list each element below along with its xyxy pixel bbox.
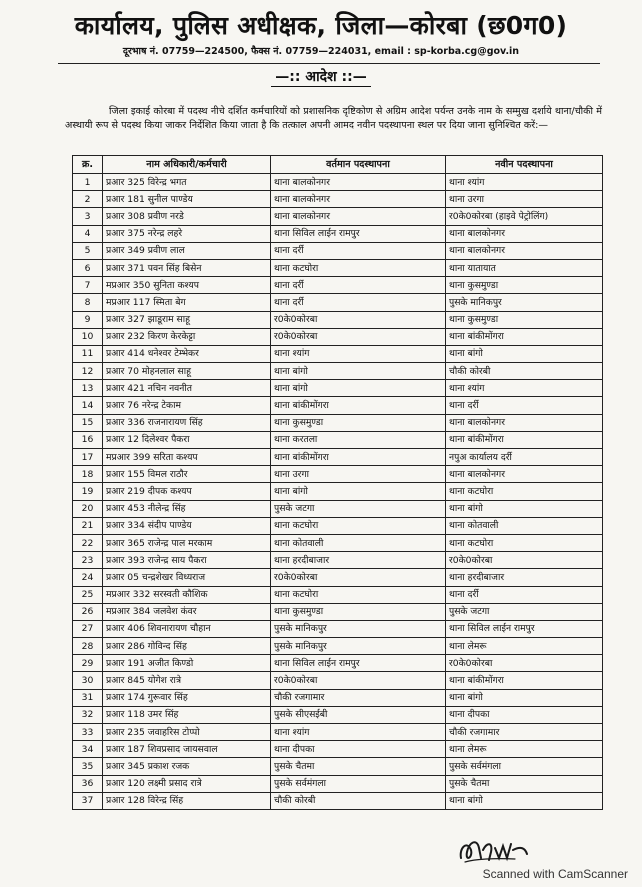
cell-name: प्रआर 191 अजीत किण्डो: [103, 655, 271, 672]
cell-current-posting: पुसके चैतमा: [271, 758, 446, 775]
cell-new-posting: थाना कटघोरा: [446, 534, 603, 551]
table-row: [73, 466, 603, 483]
table-row: [73, 259, 603, 276]
cell-new-posting: थाना सिविल लाईन रामपुर: [446, 620, 603, 637]
cell-current-posting: र0के0कोरबा: [271, 311, 446, 328]
cell-current-posting: र0के0कोरबा: [271, 569, 446, 586]
cell-name: प्रआर 118 उमर सिंह: [103, 706, 271, 723]
cell-serial: 13: [73, 380, 103, 397]
table-row: [73, 414, 603, 431]
cell-serial: 15: [73, 414, 103, 431]
cell-name: मप्रआर 350 सुनिता कश्यप: [103, 277, 271, 294]
cell-new-posting: थाना लेमरू: [446, 741, 603, 758]
cell-new-posting: थाना बांगो: [446, 689, 603, 706]
cell-name: प्रआर 128 विरेन्द्र सिंह: [103, 792, 271, 809]
cell-current-posting: थाना करतला: [271, 431, 446, 448]
cell-serial: 8: [73, 294, 103, 311]
table-row: [73, 431, 603, 448]
cell-current-posting: पुसके जटगा: [271, 500, 446, 517]
cell-name: प्रआर 453 नीलेन्द्र सिंह: [103, 500, 271, 517]
cell-current-posting: थाना बालकोनगर: [271, 208, 446, 225]
cell-new-posting: थाना बालकोनगर: [446, 242, 603, 259]
cell-serial: 6: [73, 259, 103, 276]
cell-name: प्रआर 406 शिवनारायण चौहान: [103, 620, 271, 637]
cell-new-posting: थाना बालकोनगर: [446, 225, 603, 242]
cell-name: प्रआर 155 विमल राठौर: [103, 466, 271, 483]
cell-name: प्रआर 181 सुनील पाण्डेय: [103, 191, 271, 208]
cell-name: प्रआर 336 राजनारायण सिंह: [103, 414, 271, 431]
cell-new-posting: पुसके जटगा: [446, 603, 603, 620]
cell-serial: 1: [73, 174, 103, 191]
table-row: [73, 208, 603, 225]
cell-serial: 12: [73, 363, 103, 380]
table-row: [73, 483, 603, 500]
cell-name: प्रआर 174 गुरूवार सिंह: [103, 689, 271, 706]
cell-serial: 27: [73, 620, 103, 637]
table-row: [73, 363, 603, 380]
cell-serial: 9: [73, 311, 103, 328]
table-row: [73, 638, 603, 655]
cell-current-posting: थाना श्यांग: [271, 724, 446, 741]
cell-new-posting: थाना बांकीमोंगरा: [446, 328, 603, 345]
cell-serial: 11: [73, 345, 103, 362]
cell-current-posting: पुसके सीएसईबी: [271, 706, 446, 723]
cell-new-posting: थाना बांकीमोंगरा: [446, 431, 603, 448]
table-row: [73, 345, 603, 362]
cell-new-posting: थाना बालकोनगर: [446, 466, 603, 483]
cell-new-posting: थाना दर्री: [446, 397, 603, 414]
cell-serial: 25: [73, 586, 103, 603]
cell-name: प्रआर 235 जवाहरिस टोप्पो: [103, 724, 271, 741]
cell-new-posting: र0के0कोरबा: [446, 655, 603, 672]
cell-serial: 16: [73, 431, 103, 448]
cell-serial: 14: [73, 397, 103, 414]
cell-serial: 2: [73, 191, 103, 208]
table-row: [73, 706, 603, 723]
header-name: नाम अधिकारी/कर्मचारी: [103, 156, 271, 174]
cell-serial: 18: [73, 466, 103, 483]
table-row: [73, 380, 603, 397]
cell-name: प्रआर 187 शिवप्रसाद जायसवाल: [103, 741, 271, 758]
header-new-posting: नवीन पदस्थापना: [446, 156, 603, 174]
cell-name: प्रआर 365 राजेन्द्र पाल मरकाम: [103, 534, 271, 551]
cell-new-posting: थाना श्यांग: [446, 174, 603, 191]
cell-name: प्रआर 349 प्रवीण लाल: [103, 242, 271, 259]
order-heading: [0, 67, 642, 86]
cell-new-posting: थाना लेमरू: [446, 638, 603, 655]
cell-name: प्रआर 375 नरेन्द्र लहरे: [103, 225, 271, 242]
cell-current-posting: पुसके सर्वमंगला: [271, 775, 446, 792]
cell-current-posting: थाना कोतवाली: [271, 534, 446, 551]
cell-new-posting: थाना श्यांग: [446, 380, 603, 397]
table-row: [73, 397, 603, 414]
table-body: [73, 174, 603, 810]
table-row: [73, 191, 603, 208]
cell-current-posting: थाना श्यांग: [271, 345, 446, 362]
table-row: [73, 517, 603, 534]
header-serial: क्र.: [73, 156, 103, 174]
cell-current-posting: थाना दर्री: [271, 294, 446, 311]
cell-name: मप्रआर 384 जलवेश कंवर: [103, 603, 271, 620]
cell-new-posting: थाना कोतवाली: [446, 517, 603, 534]
cell-current-posting: थाना कुसमुण्डा: [271, 603, 446, 620]
cell-new-posting: थाना बांकीमोंगरा: [446, 672, 603, 689]
cell-new-posting: नपुअ कार्यालय दर्री: [446, 449, 603, 466]
cell-current-posting: र0के0कोरबा: [271, 328, 446, 345]
cell-current-posting: थाना बांकीमोंगरा: [271, 397, 446, 414]
cell-name: मप्रआर 117 स्मिता बेग: [103, 294, 271, 311]
cell-current-posting: थाना बालकोनगर: [271, 191, 446, 208]
cell-new-posting: थाना हरदीबाजार: [446, 569, 603, 586]
cell-serial: 20: [73, 500, 103, 517]
table-row: [73, 775, 603, 792]
cell-serial: 7: [73, 277, 103, 294]
cell-current-posting: चौकी रजगामार: [271, 689, 446, 706]
cell-serial: 28: [73, 638, 103, 655]
cell-serial: 26: [73, 603, 103, 620]
cell-new-posting: थाना बांगो: [446, 792, 603, 809]
cell-name: प्रआर 414 धनेश्वर टेम्भेकर: [103, 345, 271, 362]
cell-current-posting: थाना बांगो: [271, 483, 446, 500]
cell-name: मप्रआर 332 सरस्वती कौशिक: [103, 586, 271, 603]
cell-serial: 34: [73, 741, 103, 758]
table-row: [73, 552, 603, 569]
scanner-watermark: Scanned with CamScanner: [482, 867, 628, 881]
cell-current-posting: थाना सिविल लाईन रामपुर: [271, 225, 446, 242]
cell-current-posting: थाना बांकीमोंगरा: [271, 449, 446, 466]
cell-serial: 24: [73, 569, 103, 586]
table-row: [73, 724, 603, 741]
table-row: [73, 500, 603, 517]
cell-serial: 33: [73, 724, 103, 741]
cell-new-posting: थाना बांगो: [446, 500, 603, 517]
cell-current-posting: थाना दर्री: [271, 242, 446, 259]
cell-new-posting: थाना कटघोरा: [446, 483, 603, 500]
cell-new-posting: चौकी रजगामार: [446, 724, 603, 741]
cell-new-posting: थाना दर्री: [446, 586, 603, 603]
cell-name: प्रआर 286 गोविन्द सिंह: [103, 638, 271, 655]
cell-name: प्रआर 308 प्रवीण नरडे: [103, 208, 271, 225]
cell-new-posting: थाना बांगो: [446, 345, 603, 362]
cell-new-posting: थाना बालकोनगर: [446, 414, 603, 431]
table-row: [73, 225, 603, 242]
cell-new-posting: थाना यातायात: [446, 259, 603, 276]
cell-name: प्रआर 12 दिलेश्वर पैकरा: [103, 431, 271, 448]
cell-current-posting: थाना बांगो: [271, 363, 446, 380]
cell-name: प्रआर 232 किरण केरकेट्टा: [103, 328, 271, 345]
table-row: [73, 174, 603, 191]
cell-serial: 35: [73, 758, 103, 775]
cell-new-posting: र0के0कोरबा (हाइवे पेट्रोलिंग): [446, 208, 603, 225]
table-row: [73, 586, 603, 603]
cell-serial: 22: [73, 534, 103, 551]
cell-name: प्रआर 393 राजेन्द्र साय पैकरा: [103, 552, 271, 569]
table-row: [73, 655, 603, 672]
cell-name: प्रआर 334 संदीप पाण्डेय: [103, 517, 271, 534]
cell-current-posting: थाना कटघोरा: [271, 517, 446, 534]
contact-line: दूरभाष नं. 07759—224500, फैक्स नं. 07759—224031, email : sp-korba.cg@gov.in: [122, 46, 520, 57]
cell-name: प्रआर 371 पवन सिंह बिसेन: [103, 259, 271, 276]
table-row: [73, 603, 603, 620]
cell-serial: 3: [73, 208, 103, 225]
cell-serial: 32: [73, 706, 103, 723]
cell-new-posting: चौकी कोरबी: [446, 363, 603, 380]
cell-name: प्रआर 421 नचिन नवनीत: [103, 380, 271, 397]
table-row: [73, 534, 603, 551]
cell-new-posting: पुसके सर्वमंगला: [446, 758, 603, 775]
header-current-posting: वर्तमान पदस्थापना: [271, 156, 446, 174]
cell-current-posting: थाना दीपका: [271, 741, 446, 758]
cell-name: प्रआर 345 प्रकाश रजक: [103, 758, 271, 775]
cell-new-posting: पुसके चैतमा: [446, 775, 603, 792]
cell-current-posting: थाना कटघोरा: [271, 259, 446, 276]
table-row: [73, 328, 603, 345]
cell-current-posting: थाना दर्री: [271, 277, 446, 294]
table-row: [73, 569, 603, 586]
cell-name: प्रआर 219 दीपक कश्यप: [103, 483, 271, 500]
cell-name: प्रआर 845 योगेश रात्रे: [103, 672, 271, 689]
cell-current-posting: र0के0कोरबा: [271, 672, 446, 689]
signature: [455, 828, 545, 868]
cell-current-posting: चौकी कोरबी: [271, 792, 446, 809]
cell-current-posting: थाना कुसमुण्डा: [271, 414, 446, 431]
cell-current-posting: थाना उरगा: [271, 466, 446, 483]
cell-current-posting: थाना बांगो: [271, 380, 446, 397]
cell-serial: 19: [73, 483, 103, 500]
cell-name: प्रआर 325 विरेन्द्र भगत: [103, 174, 271, 191]
cell-new-posting: थाना उरगा: [446, 191, 603, 208]
cell-serial: 30: [73, 672, 103, 689]
table-row: [73, 620, 603, 637]
table-row: [73, 277, 603, 294]
cell-serial: 37: [73, 792, 103, 809]
cell-serial: 5: [73, 242, 103, 259]
cell-name: प्रआर 76 नरेन्द्र टेकाम: [103, 397, 271, 414]
table-row: [73, 242, 603, 259]
table-row: [73, 741, 603, 758]
cell-serial: 31: [73, 689, 103, 706]
intro-paragraph: जिला इकाई कोरबा में पदस्थ नीचे दर्शित कर्मचारियों को प्रशासनिक दृष्टिकोण से अग्रिम आदेश पर्यन्त उनके नाम के सम्मुख दर्शाये थाना/चौकी में अस्थायी रूप से पदस्थ किया जाकर निर्देशित किया जाता है कि तत्काल अपनी आमद नवीन पदस्थापना स्थल पर दिया जाना सुनिश्चित करें:—: [65, 106, 602, 131]
table-row: [73, 689, 603, 706]
cell-serial: 36: [73, 775, 103, 792]
cell-current-posting: थाना कटघोरा: [271, 586, 446, 603]
cell-serial: 17: [73, 449, 103, 466]
cell-new-posting: र0के0कोरबा: [446, 552, 603, 569]
cell-serial: 4: [73, 225, 103, 242]
cell-new-posting: थाना कुसमुण्डा: [446, 311, 603, 328]
cell-current-posting: थाना सिविल लाईन रामपुर: [271, 655, 446, 672]
cell-name: प्रआर 120 लक्ष्मी प्रसाद रात्रे: [103, 775, 271, 792]
cell-current-posting: थाना बालकोनगर: [271, 174, 446, 191]
cell-serial: 23: [73, 552, 103, 569]
table-row: [73, 311, 603, 328]
cell-serial: 29: [73, 655, 103, 672]
cell-name: मप्रआर 399 सरिता कश्यप: [103, 449, 271, 466]
table-row: [73, 672, 603, 689]
table-row: [73, 758, 603, 775]
cell-current-posting: पुसके मानिकपुर: [271, 620, 446, 637]
table-header-row: [73, 156, 603, 174]
cell-new-posting: पुसके मानिकपुर: [446, 294, 603, 311]
cell-current-posting: पुसके मानिकपुर: [271, 638, 446, 655]
cell-new-posting: थाना कुसमुण्डा: [446, 277, 603, 294]
header-divider: [58, 63, 600, 64]
cell-serial: 21: [73, 517, 103, 534]
transfer-table: [72, 155, 603, 810]
cell-name: प्रआर 70 मोहनलाल साहू: [103, 363, 271, 380]
cell-serial: 10: [73, 328, 103, 345]
table-row: [73, 449, 603, 466]
table-row: [73, 294, 603, 311]
table-row: [73, 792, 603, 809]
cell-new-posting: थाना दीपका: [446, 706, 603, 723]
cell-name: प्रआर 327 झाडूराम साहू: [103, 311, 271, 328]
cell-name: प्रआर 05 चन्द्रशेखर विध्यराज: [103, 569, 271, 586]
office-title: कार्यालय, पुलिस अधीक्षक, जिला—कोरबा (छ0ग0): [74, 11, 568, 40]
order-heading-text: —:: आदेश ::—: [271, 69, 370, 87]
cell-current-posting: थाना हरदीबाजार: [271, 552, 446, 569]
